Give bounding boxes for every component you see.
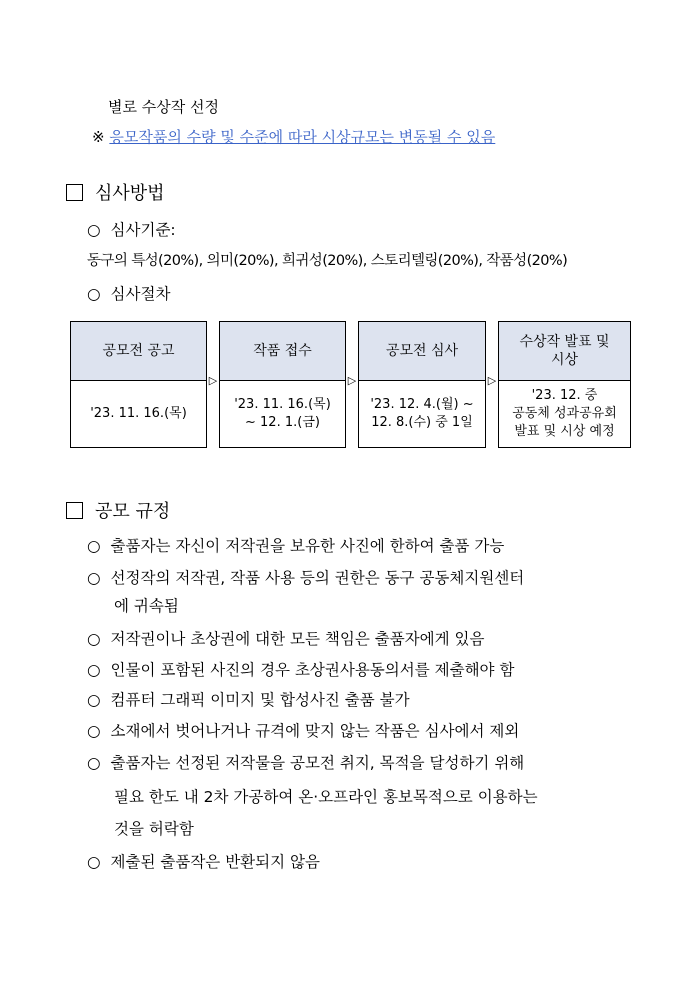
criteria-label: 심사기준: [110,221,176,239]
rule-text: 선정작의 저작권, 작품 사용 등의 권한은 동구 공동체지원센터 [110,569,525,587]
criteria-detail: 동구의 특성(20%), 의미(20%), 희귀성(20%), 스토리텔링(20%), 작품성(20%) [87,253,568,269]
rule-item [87,535,504,557]
procedure-label-row [87,284,170,304]
step-date: '23. 12. 4.(월) ~ 12. 8.(수) 중 1일 [358,380,486,448]
step-title: 공모전 공고 [70,321,207,381]
step-title: 공모전 심사 [358,321,486,381]
checkbox-square-icon [66,502,83,519]
rule-text: 인물이 포함된 사진의 경우 초상권사용동의서를 제출해야 함 [110,661,515,679]
rule-item [87,689,410,711]
step-date: '23. 11. 16.(목) ~ 12. 1.(금) [219,380,346,448]
circle-bullet-icon: ○ [87,537,101,555]
step-date: '23. 11. 16.(목) [70,380,207,448]
rule-text: 출품자는 자신이 저작권을 보유한 사진에 한하여 출품 가능 [110,537,505,555]
circle-bullet-icon: ○ [87,661,101,679]
step-4 [498,321,631,448]
rule-item [87,659,514,681]
arrow-right-icon: ▷ [208,374,218,387]
rule-item [87,851,320,873]
section-heading-review [66,182,165,206]
circle-bullet-icon: ○ [87,630,101,648]
arrow-right-icon: ▷ [487,374,497,387]
rule-text-continued: 에 귀속됨 [114,597,179,615]
circle-bullet-icon: ○ [87,285,101,303]
rule-text: 컴퓨터 그래픽 이미지 및 합성사진 출품 불가 [110,691,410,709]
step-2 [219,321,346,448]
circle-bullet-icon: ○ [87,722,101,740]
circle-bullet-icon: ○ [87,754,101,772]
step-title: 수상작 발표 및 시상 [498,321,631,381]
procedure-label: 심사절차 [110,285,171,303]
rule-text: 소재에서 벗어나거나 규격에 맞지 않는 작품은 심사에서 제외 [110,722,520,740]
rule-text-continued: 것을 허락함 [114,820,194,838]
rule-item [87,628,484,650]
rule-text-continued: 필요 한도 내 2차 가공하여 온·오프라인 홍보목적으로 이용하는 [114,788,538,806]
circle-bullet-icon: ○ [87,569,101,587]
intro-line: 별로 수상작 선정 [108,98,219,116]
note-link[interactable]: 응모작품의 수량 및 수준에 따라 시상규모는 변동될 수 있음 [109,128,496,146]
step-1 [70,321,207,448]
circle-bullet-icon: ○ [87,221,101,239]
rule-text: 제출된 출품작은 반환되지 않음 [110,853,320,871]
circle-bullet-icon: ○ [87,853,101,871]
review-heading-text: 심사방법 [95,183,165,204]
rule-text: 저작권이나 초상권에 대한 모든 책임은 출품자에게 있음 [110,630,485,648]
step-date: '23. 12. 중 공동체 성과공유회 발표 및 시상 예정 [498,380,631,448]
criteria-label-row [87,220,176,240]
rules-heading-text: 공모 규정 [95,501,171,522]
rule-text: 출품자는 선정된 저작물을 공모전 취지, 목적을 달성하기 위해 [110,754,525,772]
section-heading-rules [66,500,170,524]
checkbox-square-icon [66,184,83,201]
rule-item [87,567,524,589]
rule-item [87,720,519,742]
note [92,127,495,147]
circle-bullet-icon: ○ [87,691,101,709]
arrow-right-icon: ▷ [347,374,357,387]
step-title: 작품 접수 [219,321,346,381]
note-mark: ※ [92,128,105,146]
step-3 [358,321,486,448]
rule-item [87,752,524,774]
